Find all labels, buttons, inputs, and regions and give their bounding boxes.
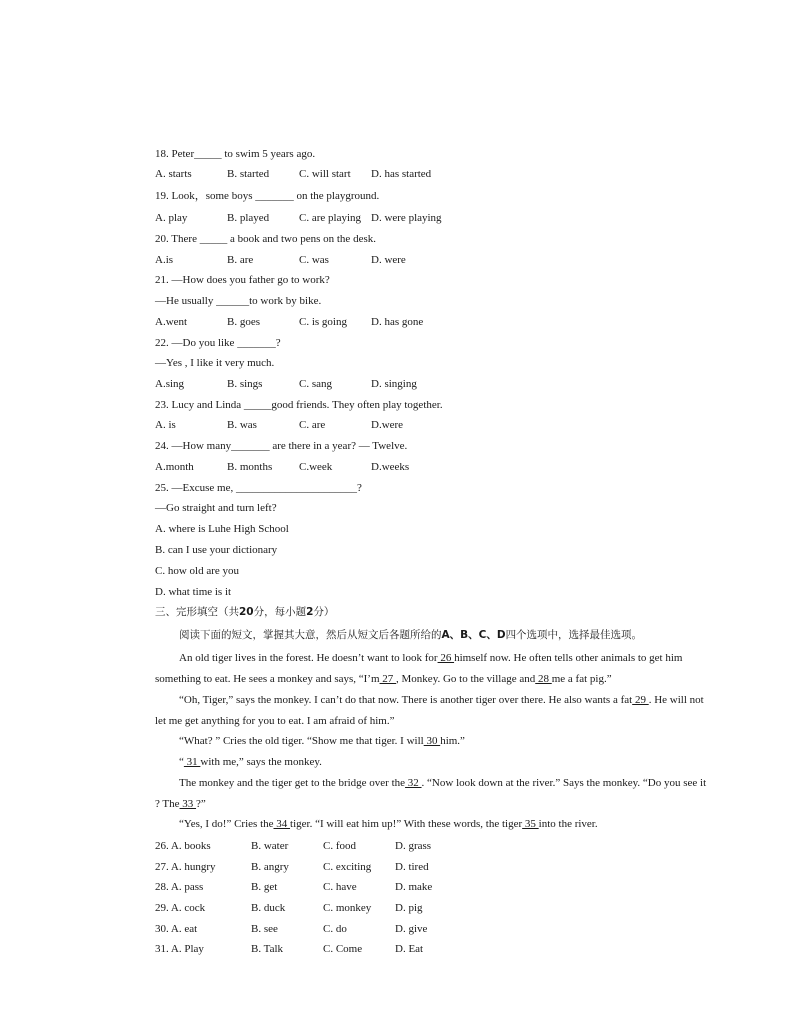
option-b: B. duck [251,902,286,914]
option-b: B. goes [227,316,260,328]
passage-paragraph-3: “What? ” Cries the old tiger. “Show me that tiger. I will 30 him.” [179,735,465,747]
option-c: C. Come [323,943,363,955]
question-19-stem: 19. Look，some boys _______ on the playground. [155,190,380,202]
question-25-stem-reply: —Go straight and turn left? [155,502,277,514]
question-22-stem-reply: —Yes , I like it very much. [155,357,275,369]
question-18-stem: 18. Peter_____ to swim 5 years ago. [155,148,316,160]
option-d: D. were playing [371,212,442,224]
option-d: D. give [395,923,428,935]
option-c: C. food [323,840,356,852]
option-c: C. exciting [323,861,372,873]
option-b: B. started [227,168,270,180]
option-b: B. angry [251,861,289,873]
option-b: B. can I use your dictionary [155,544,278,556]
option-c: C. have [323,881,357,893]
blank-26: 26 [437,652,455,664]
option-c: C. is going [299,316,347,328]
option-b: B. was [227,419,257,431]
blank-30: 30 [423,735,441,747]
question-22-stem: 22. —Do you like _______? [155,337,281,349]
option-a: A. starts [155,168,192,180]
option-c: C. will start [299,168,351,180]
blank-31: 31 [183,756,201,768]
question-24-stem: 24. —How many_______ are there in a year? — Twelve. [155,440,408,452]
blank-28: 28 [535,673,552,685]
option-a: 27. A. hungry [155,861,216,873]
option-d: D.weeks [371,461,410,473]
option-b: B. Talk [251,943,284,955]
option-a: 29. A. cock [155,902,206,914]
option-c: C. how old are you [155,565,240,577]
option-b: B. see [251,923,278,935]
option-a: 28. A. pass [155,881,204,893]
blank-27: 27 [379,673,397,685]
option-a: 26. A. books [155,840,211,852]
option-c: C. do [323,923,347,935]
option-d: D. what time is it [155,586,232,598]
option-b: B. played [227,212,270,224]
passage-paragraph-5: The monkey and the tiger get to the bridge over the 32 . “Now look down at the river.” Says the monkey. “Do you see it ? The 33 ?” [155,777,707,810]
option-a: A. where is Luhe High School [155,523,289,535]
option-c: C. was [299,254,329,266]
option-d: D. were [371,254,406,266]
option-a: A.went [155,316,188,328]
option-b: B. get [251,881,278,893]
option-b: B. months [227,461,273,473]
option-c: C. are playing [299,212,362,224]
option-c: C. sang [299,378,332,390]
option-a: A. is [155,419,176,431]
option-a: A.is [155,254,174,266]
option-b: B. water [251,840,289,852]
option-a: A.month [155,461,194,473]
question-25-stem: 25. —Excuse me, ______________________? [155,482,362,494]
option-c: C. are [299,419,326,431]
option-d: D. pig [395,902,423,914]
passage-paragraph-1: An old tiger lives in the forest. He doesn’t want to look for 26 himself now. He often tells other animals to get him something to eat. He sees a monkey and says, “I’m 27 , Monkey. Go to the village and 28 me a fat pig.” [155,652,683,685]
option-d: D. has gone [371,316,424,328]
option-d: D. tired [395,861,429,873]
question-20-stem: 20. There _____ a book and two pens on the desk. [155,233,376,245]
option-d: D. grass [395,840,432,852]
passage-paragraph-2: “Oh, Tiger,” says the monkey. I can’t do that now. There is another tiger over there. He also wants a fat 29 . He will not let me get anything for you to eat. I am afraid of him.” [155,694,704,727]
option-d: D. singing [371,378,417,390]
option-a: A. play [155,212,188,224]
option-b: B. are [227,254,254,266]
question-21-stem: 21. —How does you father go to work? [155,274,330,286]
question-21-stem-reply: —He usually ______to work by bike. [155,295,322,307]
blank-32: 32 [405,777,422,789]
question-23-stem: 23. Lucy and Linda _____good friends. They often play together. [155,399,443,411]
blank-33: 33 [179,798,197,810]
option-a: 31. A. Play [155,943,204,955]
passage-paragraph-4: “ 31 with me,” says the monkey. [179,756,322,768]
option-d: D. Eat [395,943,424,955]
option-d: D. has started [371,168,432,180]
option-c: C. monkey [323,902,372,914]
blank-34: 34 [273,818,291,830]
option-d: D.were [371,419,404,431]
section-instructions: 阅读下面的短文，掌握其大意，然后从短文后各题所给的A、B、C、D四个选项中，选择最佳选项。 [179,629,643,641]
option-b: B. sings [227,378,263,390]
section-heading: 三、完形填空（共20分，每小题2分） [155,606,335,618]
option-a: 30. A. eat [155,923,198,935]
blank-35: 35 [522,818,539,830]
passage-paragraph-6: “Yes, I do!” Cries the 34 tiger. “I will eat him up!” With these words, the tiger 35 into the river. [179,818,598,830]
option-a: A.sing [155,378,185,390]
option-d: D. make [395,881,433,893]
blank-29: 29 [632,694,649,706]
option-c: C.week [299,461,333,473]
